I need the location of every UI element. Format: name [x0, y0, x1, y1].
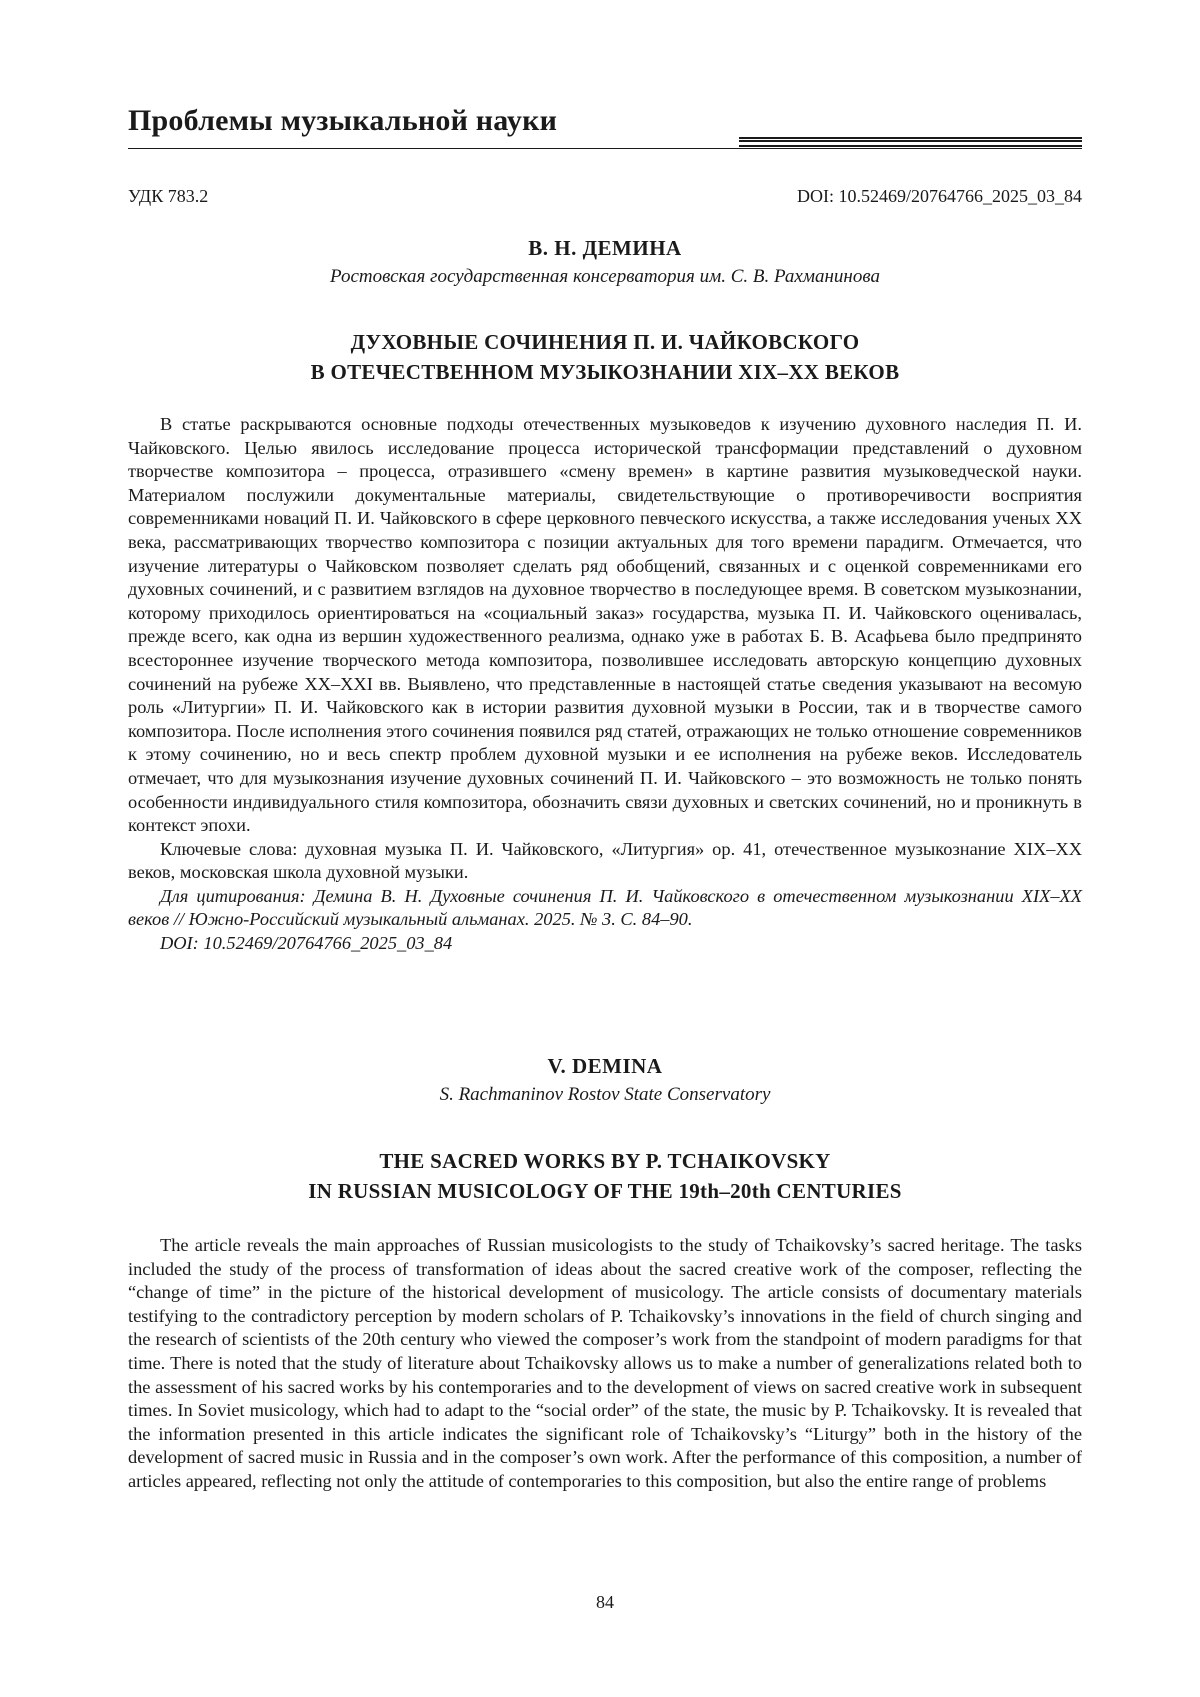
title-ru-line2: В ОТЕЧЕСТВЕННОМ МУЗЫКОЗНАНИИ XIX–XX ВЕКОВ	[310, 360, 900, 384]
page-number: 84	[596, 1592, 614, 1612]
keywords-ru: Ключевые слова: духовная музыка П. И. Чайковского, «Литургия» ор. 41, отечественное музыкознание XIX–XX веков, московская школа духовной музыки.	[128, 838, 1082, 883]
citation-ru: Для цитирования: Демина В. Н. Духовные сочинения П. И. Чайковского в отечественном музыкознании XIX–XX веков // Южно-Российский музыкальный альманах. 2025. № 3. С. 84–90.	[128, 885, 1082, 930]
abstract-ru-block	[128, 413, 1082, 956]
title-ru-line1: ДУХОВНЫЕ СОЧИНЕНИЯ П. И. ЧАЙКОВСКОГО	[350, 330, 860, 354]
author-ru: В. Н. ДЕМИНА	[528, 236, 682, 260]
journal-title: Проблемы музыкальной науки	[128, 104, 558, 137]
affiliation-en: S. Rachmaninov Rostov State Conservatory	[439, 1084, 771, 1105]
author-en: V. DEMINA	[547, 1054, 663, 1078]
article-page	[128, 0, 1082, 1697]
title-en-line1: THE SACRED WORKS BY P. TCHAIKOVSKY	[379, 1149, 831, 1173]
header-rule-thin	[128, 148, 1082, 149]
header-rule-thick	[739, 137, 1082, 147]
title-en	[128, 1146, 1082, 1206]
journal-header	[128, 100, 1082, 160]
abstract-en: The article reveals the main approaches of Russian musicologists to the study of Tchaikovsky’s sacred heritage. The tasks included the study of the process of transformation of ideas about the sacred creative work of the composer, reflecting the “change of time” in the picture of the historical development of musicology. The article consists of documentary materials testifying to the contradictory perception by modern scholars of P. Tchaikovsky’s innovations in the field of church singing and the research of scientists of the 20th century who viewed the composer’s work from the standpoint of modern paradigms for that time. There is noted that the study of literature about Tchaikovsky allows us to make a number of generalizations related both to the assessment of his sacred works by his contemporaries and to the development of views on sacred creative work in subsequent times. In Soviet musicology, which had to adapt to the “social order” of the state, the music by P. Tchaikovsky. It is revealed that the information presented in this article indicates the significant role of Tchaikovsky’s “Liturgy” both in the history of the development of sacred music in Russia and in the composer’s own work. After the performance of this composition, a number of articles appeared, reflecting not only the attitude of contemporaries to this composition, but also the entire range of problems	[128, 1235, 1082, 1491]
title-ru	[128, 327, 1082, 387]
udk-code: УДК 783.2	[128, 186, 209, 206]
abstract-ru: В статье раскрываются основные подходы отечественных музыковедов к изучению духовного наследия П. И. Чайковского. Целью явилось исследование процесса исторической трансформации представлений о духовном творчестве композитора – процесса, отразившего «смену времен» в картине развития музыковедческой науки. Материалом послужили документальные материалы, свидетельствующие о противоречивости восприятия современниками новаций П. И. Чайковского в сфере церковного певческого искусства, а также исследования ученых XX века, рассматривающих творчество композитора с позиции актуальных для того времени парадигм. Отмечается, что изучение литературы о Чайковском позволяет сделать ряд обобщений, связанных и с оценкой современниками его духовных сочинений, и с развитием взглядов на духовное творчество в последующее время. В советском музыкознании, которому приходилось ориентироваться на «социальный заказ» государства, музыка П. И. Чайковского оценивалась, прежде всего, как одна из вершин художественного реализма, однако уже в работах Б. В. Асафьева было предпринято всестороннее изучение творческого метода композитора, позволившее исследовать авторскую концепцию духовных сочинений на рубеже XX–XXI вв. Выявлено, что представленные в настоящей статье сведения указывают на весомую роль «Литургии» П. И. Чайковского как в истории развития духовной музыки в России, так и в творчестве самого композитора. После исполнения этого сочинения появился ряд статей, отражающих не только отношение современников к этому сочинению, но и весь спектр проблем духовной музыки и ее исполнения на рубеже веков. Исследователь отмечает, что для музыкознания изучение духовных сочинений П. И. Чайковского – это возможность не только понять особенности индивидуального стиля композитора, обозначить связи духовных и светских сочинений, но и проникнуть в контекст эпохи.	[128, 414, 1082, 836]
doi-header: DOI: 10.52469/20764766_2025_03_84	[797, 186, 1082, 206]
meta-row	[128, 186, 1082, 207]
affiliation-ru: Ростовская государственная консерватория им. С. В. Рахманинова	[330, 266, 880, 287]
title-en-line2: IN RUSSIAN MUSICOLOGY OF THE 19th–20th CENTURIES	[308, 1179, 902, 1203]
citation-doi-ru: DOI: 10.52469/20764766_2025_03_84	[160, 933, 453, 954]
abstract-en-block	[128, 1234, 1082, 1494]
